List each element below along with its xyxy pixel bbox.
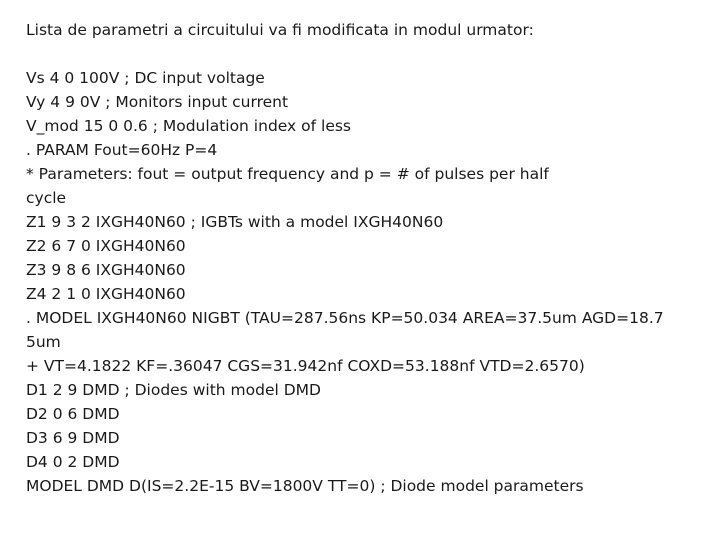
netlist-line: Vs 4 0 100V ; DC input voltage <box>26 69 265 87</box>
netlist-line: . PARAM Fout=60Hz P=4 <box>26 141 218 159</box>
netlist-line: Z3 9 8 6 IXGH40N60 <box>26 261 186 279</box>
netlist-line: Z2 6 7 0 IXGH40N60 <box>26 237 186 255</box>
document-heading: Lista de parametri a circuitului va fi modificata in modul urmator: <box>26 21 534 39</box>
netlist-lines <box>26 66 706 498</box>
netlist-line: MODEL DMD D(IS=2.2E-15 BV=1800V TT=0) ; Diode model parameters <box>26 477 584 495</box>
netlist-line: . MODEL IXGH40N60 NIGBT (TAU=287.56ns KP=50.034 AREA=37.5um AGD=18.7 <box>26 309 664 327</box>
netlist-line: Vy 4 9 0V ; Monitors input current <box>26 93 289 111</box>
netlist-line: Z1 9 3 2 IXGH40N60 ; IGBTs with a model IXGH40N60 <box>26 213 444 231</box>
netlist-line: D4 0 2 DMD <box>26 453 120 471</box>
netlist-line: D1 2 9 DMD ; Diodes with model DMD <box>26 381 321 399</box>
netlist-line: 5um <box>26 333 61 351</box>
netlist-line: Z4 2 1 0 IXGH40N60 <box>26 285 186 303</box>
netlist-line: cycle <box>26 189 67 207</box>
netlist-line: + VT=4.1822 KF=.36047 CGS=31.942nf COXD=53.188nf VTD=2.6570) <box>26 357 585 375</box>
netlist-line: * Parameters: fout = output frequency and p = # of pulses per half <box>26 165 549 183</box>
netlist-line: D2 0 6 DMD <box>26 405 120 423</box>
document-body <box>26 18 706 498</box>
netlist-line: V_mod 15 0 0.6 ; Modulation index of less <box>26 117 352 135</box>
netlist-line: D3 6 9 DMD <box>26 429 120 447</box>
